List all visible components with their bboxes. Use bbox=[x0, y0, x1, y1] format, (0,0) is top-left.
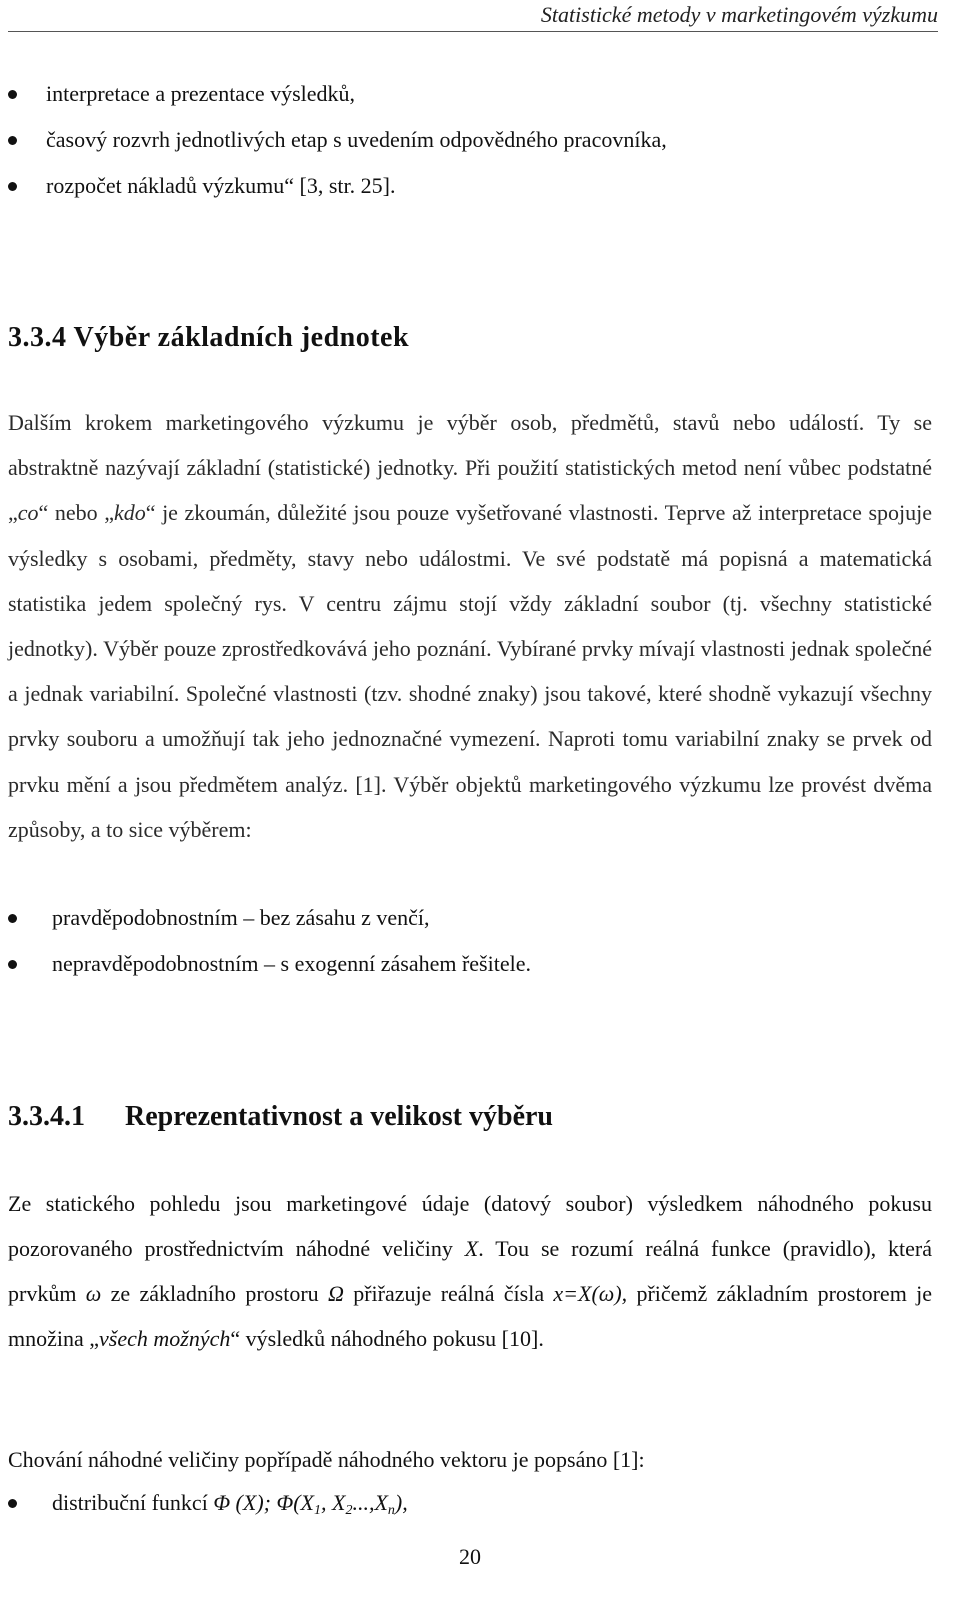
bullet-icon bbox=[8, 960, 17, 969]
list-item: pravděpodobnostním – bez zásahu z venčí, bbox=[8, 906, 928, 930]
subsection-paragraph: Ze statického pohledu jsou marketingové údaje (datový soubor) výsledkem náhodného pokusu pozorovaného prostřednictvím náhodné veličiny X. Tou se rozumí reálná funkce (pravidlo), která prvkům ω ze základního prostoru Ω přiřazuje reálná čísla x=X(ω), přičemž základním prostorem je množina „všech možných“ výsledků náhodného pokusu [10]. bbox=[8, 1191, 933, 1351]
subsection-paragraph-2: Chování náhodné veličiny popřípadě náhodného vektoru je popsáno [1]: bbox=[8, 1447, 645, 1472]
subsection-heading bbox=[8, 1101, 553, 1133]
list-item: interpretace a prezentace výsledků, bbox=[8, 82, 928, 106]
bullet-list-top bbox=[8, 82, 928, 220]
list-item: distribuční funkcí Φ (X); $\Phi(X_1$, $X_2...,X_n$), bbox=[8, 1491, 928, 1515]
bullet-icon bbox=[8, 90, 17, 99]
section-heading: 3.3.4 Výběr základních jednotek bbox=[8, 322, 410, 353]
list-item: nepravděpodobnostním – s exogenní zásahem řešitele. bbox=[8, 952, 928, 976]
bullet-icon bbox=[8, 136, 17, 145]
bullet-list-sampling bbox=[8, 906, 928, 998]
header-rule bbox=[8, 31, 938, 32]
page-number: 20 bbox=[459, 1544, 481, 1569]
subsection-title: Reprezentativnost a velikost výběru bbox=[125, 1101, 553, 1132]
bullet-icon bbox=[8, 182, 17, 191]
section-paragraph: Dalším krokem marketingového výzkumu je výběr osob, předmětů, stavů nebo událostí. Ty se abstraktně nazývají základní (statistické) jednotky. Při použití statistických metod není vůbec podstatné „co“ nebo „kdo“ je zkoumán, důležité jsou pouze vyšetřované vlastnosti. Teprve až interpretace spojuje výsledky s osobami, předměty, stavy nebo událostmi. Ve své podstatě má popisná a matematická statistika jedem společný rys. V centru zájmu stojí vždy základní soubor (tj. všechny statistické jednotky). Výběr pouze zprostředkovává jeho poznání. Vybírané prvky mívají vlastnosti jednak společné a jednak variabilní. Společné vlastnosti (tzv. shodné znaky) jsou takové, které shodně vykazují všechny prvky souboru a umožňují tak jeho jednoznačné vymezení. Naproti tomu variabilní znaky se prvek od prvku mění a jsou předmětem analýz. [1]. Výběr objektů marketingového výzkumu lze provést dvěma způsoby, a to sice výběrem: bbox=[8, 410, 932, 842]
bullet-icon bbox=[8, 914, 17, 923]
subsection-number: 3.3.4.1 bbox=[8, 1101, 85, 1132]
bullet-list-distribution bbox=[8, 1491, 928, 1537]
list-item: časový rozvrh jednotlivých etap s uvedením odpovědného pracovníka, bbox=[8, 128, 928, 152]
running-header: Statistické metody v marketingovém výzkumu bbox=[540, 2, 938, 27]
list-item: rozpočet nákladů výzkumu“ [3, str. 25]. bbox=[8, 174, 928, 198]
bullet-icon bbox=[8, 1499, 17, 1508]
